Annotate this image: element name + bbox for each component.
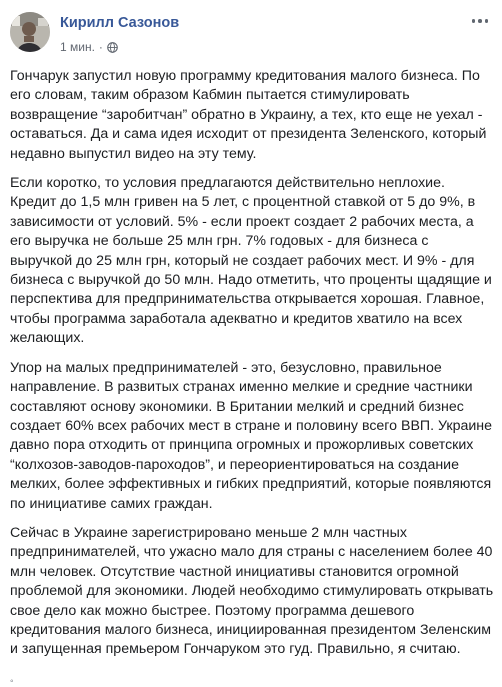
- post-text: [10, 67, 494, 670]
- avatar-photo: [10, 12, 50, 52]
- author-avatar[interactable]: [10, 12, 50, 52]
- post-meta: [60, 40, 118, 54]
- more-dot: [485, 19, 489, 23]
- post-paragraph: Упор на малых предпринимателей - это, безусловно, правильное направление. В развитых странах именно мелкие и средние частники составляют основу экономики. В Британии мелкий и средний бизнес создает 60% всех рабочих мест в стране и половину всего ВВП. Украине давно пора отходить от принципа огромных и прожорливых советских “колхозов-заводов-пароходов”, и переориентироваться на создание мелких, более эффективных и гибких предприятий, которые появляются по инициативе самих граждан.: [10, 359, 493, 512]
- more-dot: [472, 19, 476, 23]
- post-header: [10, 10, 492, 56]
- more-options-icon[interactable]: [470, 14, 490, 28]
- post-timestamp[interactable]: 1 мин.: [60, 40, 95, 54]
- author-name[interactable]: Кирилл Сазонов: [60, 15, 180, 31]
- post-paragraph: Сейчас в Украине зарегистрировано меньше 2 млн частных предпринимателей, что ужасно мало для страны с населением более 40 млн человек. Отсутствие частной инициативы становится огромной проблемой для экономики. Людей необходимо стимулировать открывать свое дело как можно быстрее. Поэтому программа дешевого кредитования малого бизнеса, инициированная президентом Зеленским и запущенная премьером Гончаруком это гуд. Правильно, я считаю.: [10, 524, 494, 658]
- post-paragraph: Гончарук запустил новую программу кредитования малого бизнеса. По его словам, таким образом Кабмин пытается стимулировать возвращение “заробитчан” обратно в Украину, а тех, кто еще не уехал - оставаться. Да и сама идея исходит от президента Зеленского, который недавно выпустил видео на эту тему.: [10, 68, 487, 162]
- reaction-icon-partial: ◦: [10, 676, 14, 687]
- globe-icon[interactable]: [107, 42, 118, 53]
- meta-separator: ·: [98, 40, 103, 54]
- more-dot: [478, 19, 482, 23]
- post-paragraph: Если коротко, то условия предлагаются действительно неплохие. Кредит до 1,5 млн гривен на 5 лет, с процентной ставкой от 5 до 9%, в зависимости от условий. 5% - если проект создает 2 рабочих места, а его выручка не больше 25 млн грн. 7% годовых - для бизнеса с выручкой до 25 млн грн, который не создает рабочих мест. И 9% - для бизнеса с выручкой до 50 млн. Надо отметить, что проценты щадящие и перспектива для предпринимательства открывается хорошая. Главное, чтобы программа заработала адекватно и кредитов хватило на всех желающих.: [10, 175, 492, 347]
